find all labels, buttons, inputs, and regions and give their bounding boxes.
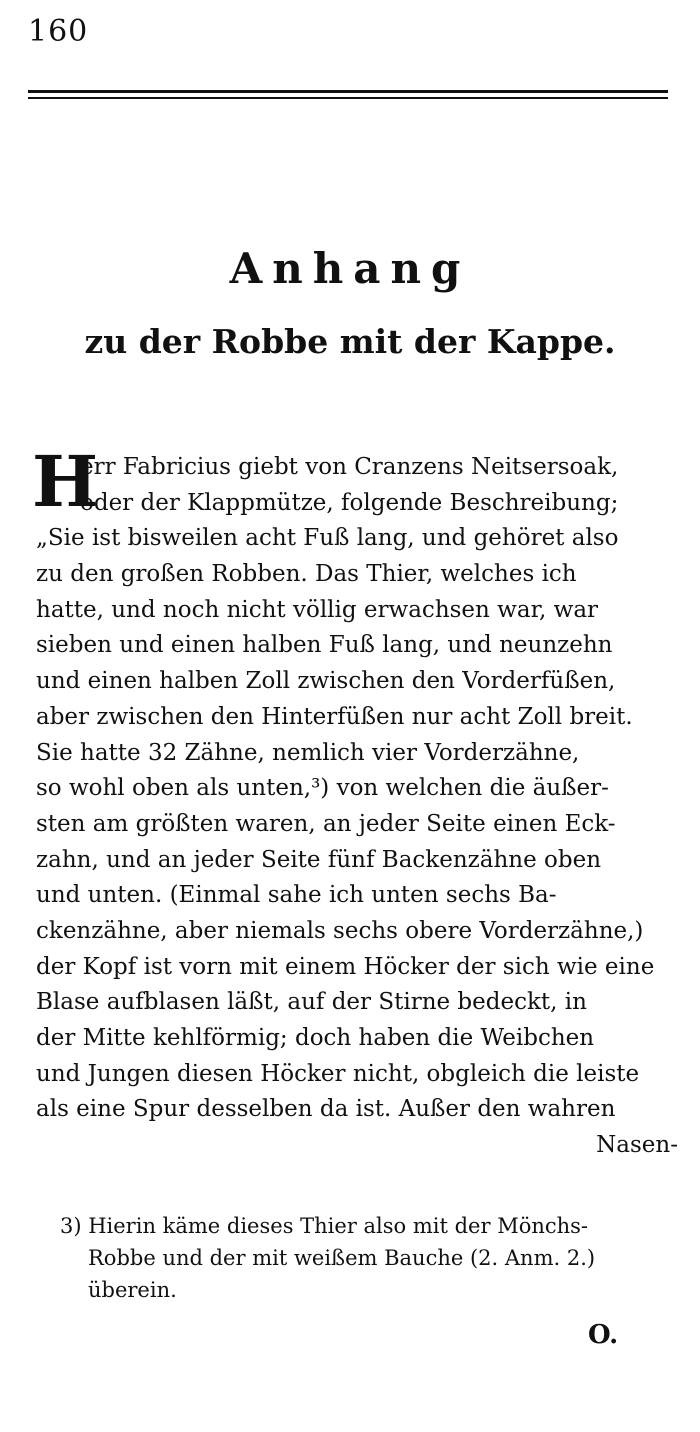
body-line: und unten. (Einmal sahe ich unten sechs Ba- <box>36 882 557 909</box>
body-line: der Kopf ist vorn mit einem Höcker der sich wie eine <box>36 953 655 980</box>
body-line: zahn, und an jeder Seite fünf Backenzähne oben <box>36 846 602 873</box>
body-line: oder der Klappmütze, folgende Beschreibung; <box>80 489 619 516</box>
section-subtitle: zu der Robbe mit der Kappe. <box>84 322 616 361</box>
body-line: hatte, und noch nicht völlig erwachsen war, war <box>36 596 599 623</box>
body-line: und einen halben Zoll zwischen den Vorderfüßen, <box>36 668 616 695</box>
body-line: „Sie ist bisweilen acht Fuß lang, und gehöret also <box>36 525 619 552</box>
catchword: Nasen- <box>596 1132 678 1159</box>
footnote-line: Robbe und der mit weißem Bauche (2. Anm. 2.) <box>88 1246 596 1270</box>
drop-cap: H <box>32 440 99 523</box>
body-line: so wohl oben als unten,³) von welchen die äußer- <box>36 775 609 802</box>
footnote-line: überein. <box>88 1278 177 1302</box>
body-text <box>32 440 678 1164</box>
body-line: als eine Spur desselben da ist. Außer den wahren <box>36 1096 616 1123</box>
footnote-line: 3) Hierin käme dieses Thier also mit der Mönchs- <box>60 1214 589 1238</box>
body-line: sieben und einen halben Fuß lang, und neunzehn <box>36 632 613 659</box>
signature-mark: O. <box>588 1320 619 1350</box>
body-line: aber zwischen den Hinterfüßen nur acht Zoll breit. <box>36 703 633 730</box>
body-line: Blase aufblasen läßt, auf der Stirne bedeckt, in <box>36 989 587 1016</box>
footnote <box>60 1210 680 1306</box>
header-rule-thin <box>28 97 668 99</box>
section-title: Anhang <box>229 244 471 293</box>
body-line: ckenzähne, aber niemals sechs obere Vorderzähne,) <box>36 917 644 944</box>
body-line: sten am größten waren, an jeder Seite einen Eck- <box>36 810 616 837</box>
body-line: zu den großen Robben. Das Thier, welches ich <box>36 561 577 588</box>
body-line: err Fabricius giebt von Cranzens Neitsersoak, <box>80 454 619 480</box>
body-line: Sie hatte 32 Zähne, nemlich vier Vorderzähne, <box>36 739 580 766</box>
page-number: 160 <box>28 14 89 49</box>
body-line: der Mitte kehlförmig; doch haben die Weibchen <box>36 1025 595 1051</box>
header-rule-thick <box>28 90 668 93</box>
body-line: und Jungen diesen Höcker nicht, obgleich die leiste <box>36 1060 640 1087</box>
